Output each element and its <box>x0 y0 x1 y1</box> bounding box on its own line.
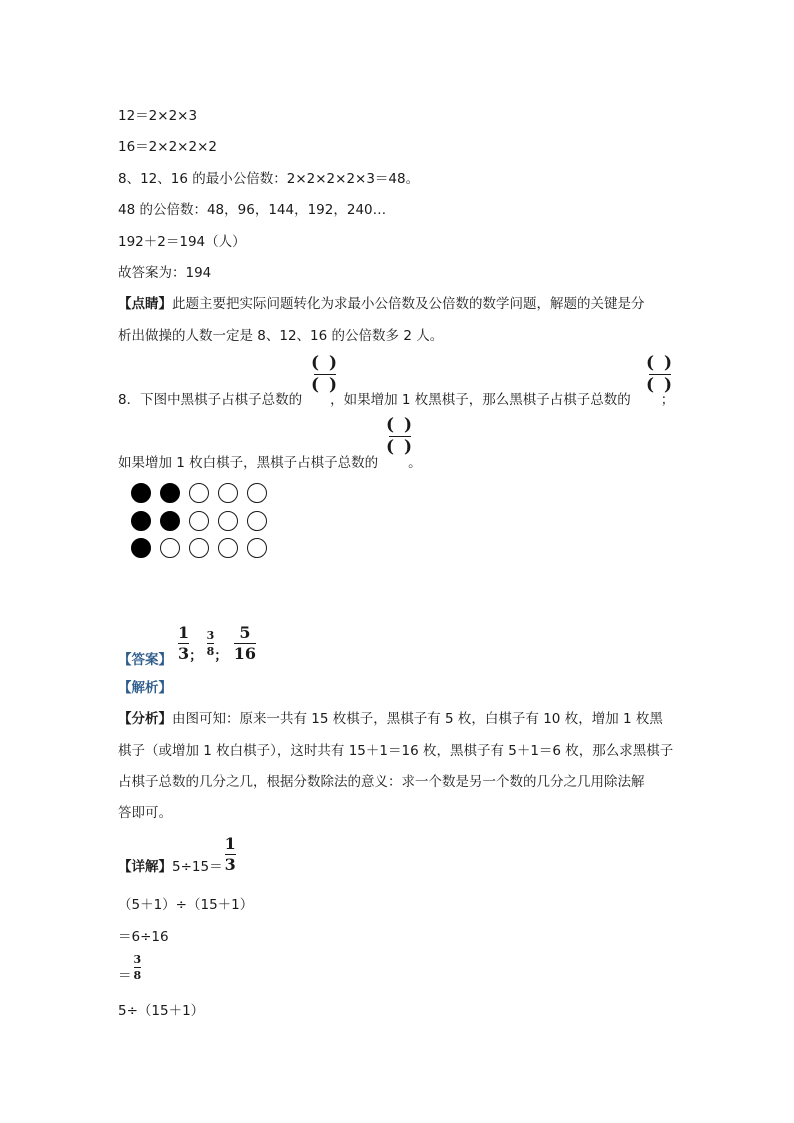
calc-line-12: 12＝2×2×3 <box>118 108 198 124</box>
xiangjie-line-4 <box>118 954 141 984</box>
fenxi-text-1: 由图可知：原来一共有 15 枚棋子，黑棋子有 5 枚，白棋子有 10 枚，增加 1 枚黑 <box>172 711 663 727</box>
white-piece <box>218 538 238 558</box>
white-piece <box>189 483 209 503</box>
answer-tag: 【答案】 <box>118 652 172 668</box>
calc-line-16: 16＝2×2×2×2 <box>118 139 217 155</box>
question-text-1: 8．下图中黑棋子占棋子总数的 <box>118 392 303 408</box>
blank-denominator: ( ) <box>646 375 675 395</box>
xiangjie-line-5: 5÷（15＋1） <box>118 1003 205 1019</box>
fraction-numerator: 3 <box>206 628 215 642</box>
fraction-denominator: 8 <box>206 644 215 658</box>
xiangjie-eq: ＝ <box>118 968 132 984</box>
blank-numerator: ( ) <box>646 353 675 373</box>
dianjing-tag: 【点睛】 <box>118 296 172 312</box>
fraction-denominator: 8 <box>133 969 142 982</box>
fraction-numerator: 1 <box>224 834 236 853</box>
answer-fraction-3 <box>233 622 257 663</box>
blank-fraction-3 <box>386 417 414 456</box>
dianjing-line-1 <box>118 292 645 312</box>
fraction-denominator: 16 <box>233 643 257 663</box>
fenxi-line-3: 占棋子总数的几分之几，根据分数除法的意义：求一个数是另一个数的几分之几用除法解 <box>118 774 645 790</box>
calc-line-result: 192＋2＝194（人） <box>118 234 246 250</box>
xiangjie-line-3: ＝6÷16 <box>118 929 169 945</box>
fenxi-line-1 <box>118 707 663 727</box>
answer-fraction-1 <box>178 622 190 663</box>
calc-line-lcm: 8、12、16 的最小公倍数：2×2×2×2×3＝48。 <box>118 171 420 187</box>
question-text-2: ，如果增加 1 枚黑棋子，那么黑棋子占棋子总数的 <box>330 392 631 408</box>
answer-separator: ； <box>214 648 228 664</box>
white-piece <box>247 538 267 558</box>
fenxi-tag: 【分析】 <box>118 711 172 727</box>
fraction-denominator: 3 <box>224 855 236 874</box>
question-text-3: ； <box>660 392 675 408</box>
white-piece <box>218 483 238 503</box>
white-piece <box>189 511 209 531</box>
xiangjie-line-1 <box>118 836 236 875</box>
black-piece <box>131 483 151 503</box>
blank-fraction-2 <box>646 355 674 394</box>
xiangjie-fraction-2 <box>134 954 142 981</box>
fraction-numerator: 3 <box>133 953 142 966</box>
black-piece <box>160 511 180 531</box>
white-piece <box>218 511 238 531</box>
dianjing-text-1: 此题主要把实际问题转化为求最小公倍数及公倍数的数学问题，解题的关键是分 <box>172 296 645 312</box>
fenxi-line-4: 答即可。 <box>118 805 172 821</box>
fenxi-line-2: 棋子（或增加 1 枚白棋子），这时共有 15＋1＝16 枚，黑棋子有 5＋1＝6 枚，那么求黑棋子 <box>118 743 674 759</box>
question-text-5: 。 <box>408 455 422 471</box>
question-line-1 <box>118 388 674 408</box>
black-piece <box>131 511 151 531</box>
question-text-4: 如果增加 1 枚白棋子，黑棋子占棋子总数的 <box>118 455 379 471</box>
blank-denominator: ( ) <box>311 375 340 395</box>
jiexi-tag: 【解析】 <box>118 680 172 696</box>
fraction-denominator: 3 <box>178 643 190 663</box>
white-piece <box>160 538 180 558</box>
xiangjie-fraction-1 <box>225 836 236 873</box>
blank-denominator: ( ) <box>386 437 415 457</box>
xiangjie-expr: 5÷15＝ <box>172 859 223 875</box>
black-piece <box>160 483 180 503</box>
blank-fraction-1 <box>311 355 339 394</box>
xiangjie-tag: 【详解】 <box>118 859 172 875</box>
blank-numerator: ( ) <box>386 415 415 435</box>
question-line-2 <box>118 451 422 471</box>
white-piece <box>247 483 267 503</box>
dianjing-line-2: 析出做操的人数一定是 8、12、16 的公倍数多 2 人。 <box>118 328 444 344</box>
white-piece <box>189 538 209 558</box>
calc-line-answer: 故答案为：194 <box>118 265 212 281</box>
xiangjie-line-2: （5＋1）÷（15＋1） <box>118 897 254 913</box>
fraction-numerator: 1 <box>178 622 190 642</box>
answer-separator: ； <box>189 648 203 664</box>
answer-fraction-2 <box>207 630 215 657</box>
answer-line <box>118 618 256 668</box>
black-piece <box>131 538 151 558</box>
blank-numerator: ( ) <box>311 353 340 373</box>
fraction-numerator: 5 <box>239 622 251 642</box>
white-piece <box>247 511 267 531</box>
calc-line-multiples: 48 的公倍数：48，96，144，192，240… <box>118 202 387 218</box>
